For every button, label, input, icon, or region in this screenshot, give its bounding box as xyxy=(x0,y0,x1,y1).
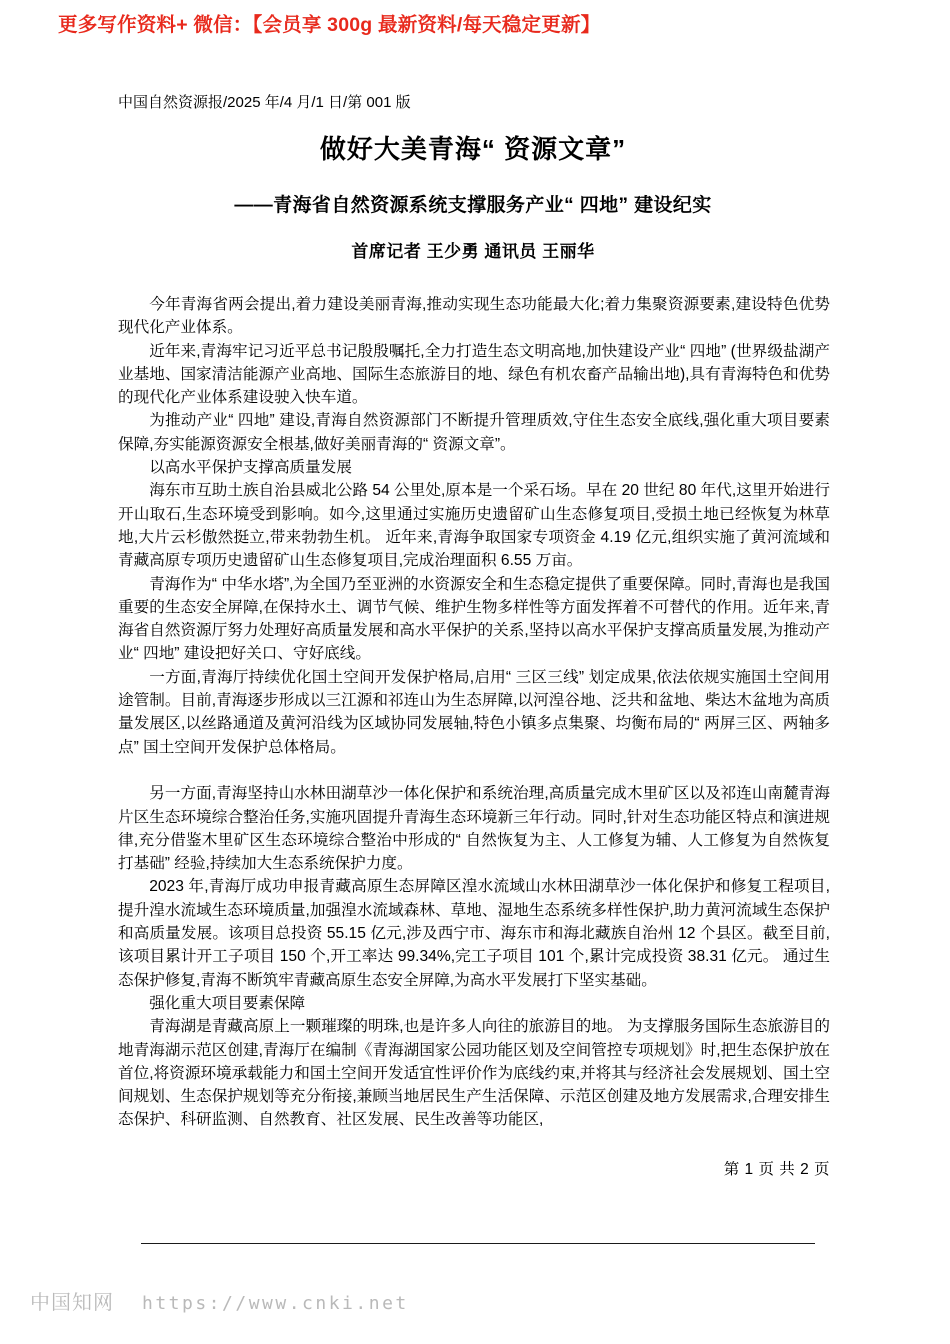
article-paragraph: 今年青海省两会提出,着力建设美丽青海,推动实现生态功能最大化;着力集聚资源要素,建设特色优势现代化产业体系。 xyxy=(118,296,830,337)
page-number-indicator: 第 1 页 共 2 页 xyxy=(723,1161,830,1178)
article-paragraph: 为推动产业“ 四地” 建设,青海自然资源部门不断提升管理质效,守住生态安全底线,强化重大项目要素保障,夯实能源资源安全根基,做好美丽青海的“ 资源文章”。 xyxy=(118,412,830,453)
article-section-heading: 强化重大项目要素保障 xyxy=(149,994,306,1012)
article-paragraph: 海东市互助土族自治县威北公路 54 公里处,原本是一个采石场。早在 20 世纪 80 年代,这里开始进行开山取石,生态环境受到影响。如今,这里通过实施历史遗留矿山生态修复项目,受损土地已经恢复为林草地,大片云杉傲然挺立,带来勃勃生机。 近年来,青海争取国家专项资金 4.19 亿元,组织实施了黄河流域和青藏高原专项历史遗留矿山生态修复项目,完成治理面积 6.55 万亩。 xyxy=(118,482,830,570)
article-byline: 首席记者 王少勇 通讯员 王丽华 xyxy=(351,241,595,261)
article-paragraph: 另一方面,青海坚持山水林田湖草沙一体化保护和系统治理,高质量完成木里矿区以及祁连山南麓青海片区生态环境综合整治任务,实施巩固提升青海生态环境新三年行动。同时,针对生态功能区特点和演进规律,充分借鉴木里矿区生态环境综合整治中形成的“ 自然恢复为主、人工修复为辅、人工修复为自然恢复打基础” 经验,持续加大生态系统保护力度。 xyxy=(118,785,830,873)
article-subtitle: ——青海省自然资源系统支撑服务产业“ 四地” 建设纪实 xyxy=(234,195,712,217)
cnki-brand-name: 中国知网 xyxy=(30,1290,114,1314)
newspaper-dateline: 中国自然资源报/2025 年/4 月/1 日/第 001 版 xyxy=(118,94,411,111)
article-paragraph: 一方面,青海厅持续优化国土空间开发保护格局,启用“ 三区三线” 划定成果,依法依规实施国土空间用途管制。目前,青海逐步形成以三江源和祁连山为生态屏障,以河湟谷地、泛共和盆地、柴达木盆地为高质量发展区,以丝路通道及黄河沿线为区域协同发展轴,特色小镇多点集聚、均衡布局的“ 两屏三区、两轴多点” 国土空间开发保护总体格局。 xyxy=(118,668,830,756)
promo-banner-text: 更多写作资料+ 微信：【会员享 300g 最新资料/每天稳定更新】 xyxy=(58,14,601,36)
cnki-watermark xyxy=(30,1286,409,1315)
article-section-heading: 以高水平保护支撑高质量发展 xyxy=(149,459,352,477)
headline-block xyxy=(118,132,828,264)
cnki-url: https://www.cnki.net xyxy=(142,1293,409,1314)
page-title: 做好大美青海“ 资源文章” xyxy=(319,134,627,164)
article-paragraph: 青海作为“ 中华水塔”,为全国乃至亚洲的水资源安全和生态稳定提供了重要保障。同时,青海也是我国重要的生态安全屏障,在保持水土、调节气候、维护生物多样性等方面发挥着不可替代的作用。近年来,青海省自然资源厅努力处理好高质量发展和高水平保护的关系,坚持以高水平保护支撑高质量发展,为推动产业“ 四地” 建设把好关口、守好底线。 xyxy=(118,575,830,663)
footer-divider xyxy=(141,1243,815,1244)
article-paragraph: 2023 年,青海厅成功申报青藏高原生态屏障区湟水流域山水林田湖草沙一体化保护和修复工程项目,提升湟水流域生态环境质量,加强湟水流域森林、草地、湿地生态系统多样性保护,助力黄河流域生态保护和高质量发展。该项目总投资 55.15 亿元,涉及西宁市、海东市和海北藏族自治州 12 个县区。截至目前,该项目累计开工子项目 150 个,开工率达 99.34%,完工子项目 101 个,累计完成投资 38.31 亿元。 通过生态保护修复,青海不断筑牢青藏高原生态安全屏障,为高水平发展打下坚实基础。 xyxy=(118,878,830,989)
article-paragraph: 近年来,青海牢记习近平总书记殷殷嘱托,全力打造生态文明高地,加快建设产业“ 四地” (世界级盐湖产业基地、国家清洁能源产业高地、国际生态旅游目的地、绿色有机农畜产品输出地),具有青海特色和优势的现代化产业体系建设驶入快车道。 xyxy=(118,342,830,407)
article-paragraph: 青海湖是青藏高原上一颗璀璨的明珠,也是许多人向往的旅游目的地。 为支撑服务国际生态旅游目的地青海湖示范区创建,青海厅在编制《青海湖国家公园功能区划及空间管控专项规划》时,把生态保护放在首位,将资源环境承载能力和国土空间开发适宜性评价作为底线约束,并将其与经济社会发展规划、国土空间规划、生态保护规划等充分衔接,兼顾当地居民生产生活保障、示范区创建及地方发展需求,合理安排生态保护、科研监测、自然教育、社区发展、民生改善等功能区, xyxy=(118,1018,830,1129)
article-body xyxy=(118,293,830,1132)
